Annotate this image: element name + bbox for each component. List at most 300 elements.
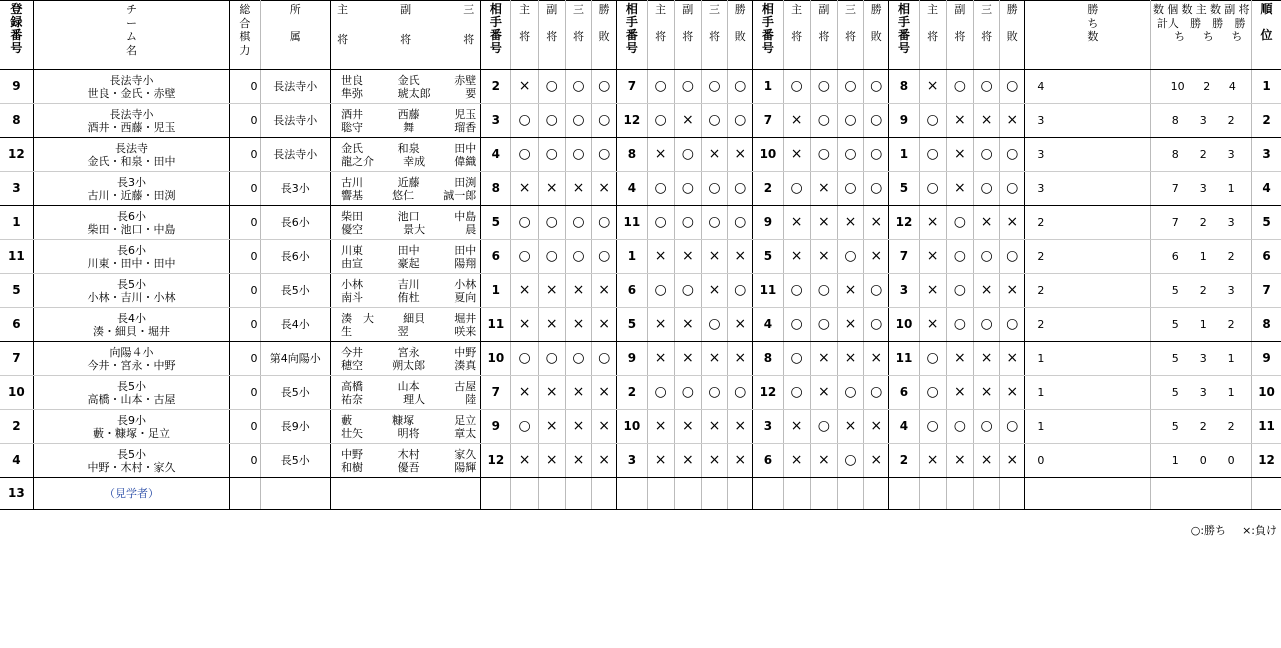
game-result: ○ xyxy=(783,274,810,308)
player-surname: 柴田 xyxy=(341,209,364,223)
match-result: × xyxy=(864,444,889,478)
game-result: ○ xyxy=(701,104,727,138)
opponent-number: 7 xyxy=(481,376,511,410)
game-result: × xyxy=(973,444,999,478)
match-result: × xyxy=(592,274,617,308)
win-count: 3 xyxy=(1025,104,1151,138)
game-result: × xyxy=(701,274,727,308)
opponent-number: 3 xyxy=(753,410,783,444)
match-result: × xyxy=(1000,274,1025,308)
match-result: ○ xyxy=(592,240,617,274)
win-count: 3 xyxy=(1025,138,1151,172)
match-result: × xyxy=(864,410,889,444)
game-result: × xyxy=(511,70,538,104)
player-surname: 田中 xyxy=(454,141,477,155)
stat-value: 5 xyxy=(1171,420,1179,433)
game-result: × xyxy=(565,308,591,342)
game-result: × xyxy=(701,138,727,172)
affiliation: 長5小 xyxy=(260,274,331,308)
team-school: 長5小 xyxy=(117,379,147,393)
opponent-number: 3 xyxy=(617,444,647,478)
opponent-number: 9 xyxy=(753,206,783,240)
game-result: × xyxy=(973,342,999,376)
game-result: ○ xyxy=(647,104,674,138)
game-result: ○ xyxy=(674,172,701,206)
game-result: × xyxy=(837,274,863,308)
opponent-number: 1 xyxy=(481,274,511,308)
match-result: ○ xyxy=(592,342,617,376)
match-result: ○ xyxy=(728,172,753,206)
game-result: ○ xyxy=(701,376,727,410)
players xyxy=(331,70,481,104)
game-result: × xyxy=(647,410,674,444)
game-result: ○ xyxy=(511,342,538,376)
game-result: ○ xyxy=(647,172,674,206)
player-surname: 田渕 xyxy=(454,175,477,189)
stat-value: 3 xyxy=(1227,216,1235,229)
opponent-number: 1 xyxy=(889,138,919,172)
game-result: ○ xyxy=(810,104,837,138)
game-result: ○ xyxy=(538,70,565,104)
player-given: 景大 xyxy=(403,222,426,236)
game-result: ○ xyxy=(674,206,701,240)
player-surname: 西藤 xyxy=(397,107,420,121)
player-given: 壮矢 xyxy=(341,426,364,440)
game-result: × xyxy=(565,376,591,410)
player-surname: 中野 xyxy=(454,345,477,359)
opponent-number: 5 xyxy=(753,240,783,274)
header-result-3: 勝 敗 xyxy=(864,1,889,70)
rank: 12 xyxy=(1252,444,1281,478)
player-given: 舞 xyxy=(403,120,415,134)
header-pos-4-3: 三 将 xyxy=(973,1,999,70)
player-surname: 細貝 xyxy=(403,311,426,325)
game-result: ○ xyxy=(647,70,674,104)
opponent-number: 1 xyxy=(617,240,647,274)
stat-value: 5 xyxy=(1171,318,1179,331)
match-result: ○ xyxy=(728,376,753,410)
opponent-number: 11 xyxy=(617,206,647,240)
match-result: × xyxy=(592,376,617,410)
table-row xyxy=(0,206,1281,240)
game-result: ○ xyxy=(783,376,810,410)
table-row xyxy=(0,240,1281,274)
game-result: ○ xyxy=(511,206,538,240)
game-result: × xyxy=(837,410,863,444)
match-result: × xyxy=(1000,206,1025,240)
match-result: ○ xyxy=(1000,172,1025,206)
table-row xyxy=(0,376,1281,410)
header-stats: 数 個 数 主 数 副 将 計人 勝 勝 勝 ち ち ち xyxy=(1151,1,1252,70)
game-result: × xyxy=(538,172,565,206)
game-result: × xyxy=(538,274,565,308)
rank: 10 xyxy=(1252,376,1281,410)
header-pos-3-2: 副 将 xyxy=(810,1,837,70)
player-surname: 木村 xyxy=(397,447,420,461)
player-given: 陸 xyxy=(465,392,477,406)
game-result: × xyxy=(919,444,946,478)
match-result: × xyxy=(864,206,889,240)
opponent-number: 9 xyxy=(617,342,647,376)
player-given: 章太 xyxy=(454,426,477,440)
opponent-number: 6 xyxy=(889,376,919,410)
game-result: ○ xyxy=(674,274,701,308)
stat-value: 1 xyxy=(1199,318,1207,331)
player-surname: 藪 xyxy=(341,413,353,427)
game-result: × xyxy=(674,240,701,274)
player-surname: 金氏 xyxy=(397,73,420,87)
table-row xyxy=(0,172,1281,206)
player-given: 咲来 xyxy=(454,324,477,338)
opponent-number: 4 xyxy=(481,138,511,172)
game-result: ○ xyxy=(946,308,973,342)
team-school: 長9小 xyxy=(117,413,147,427)
players xyxy=(331,172,481,206)
game-result: ○ xyxy=(973,172,999,206)
game-result: ○ xyxy=(647,206,674,240)
legend-win: ○:勝ち xyxy=(1190,524,1227,537)
opponent-number: 11 xyxy=(889,342,919,376)
reg-number: 8 xyxy=(0,104,33,138)
players xyxy=(331,138,481,172)
opponent-number: 2 xyxy=(889,444,919,478)
stat-value: 2 xyxy=(1203,80,1211,93)
stats xyxy=(1151,308,1252,342)
game-result: ○ xyxy=(919,410,946,444)
player-given: 生 xyxy=(341,324,353,338)
stat-value: 3 xyxy=(1199,352,1207,365)
team-school: 長5小 xyxy=(117,447,147,461)
game-result: × xyxy=(565,410,591,444)
opponent-number: 5 xyxy=(617,308,647,342)
game-result: ○ xyxy=(973,308,999,342)
team-name xyxy=(33,444,230,478)
rank: 4 xyxy=(1252,172,1281,206)
game-result: ○ xyxy=(973,70,999,104)
opponent-number: 2 xyxy=(617,376,647,410)
match-result: × xyxy=(1000,376,1025,410)
game-result: ○ xyxy=(701,172,727,206)
player-given: 響基 xyxy=(341,188,364,202)
player-surname: 山本 xyxy=(397,379,420,393)
player-surname: 小林 xyxy=(454,277,477,291)
header-opp-1: 相 手 番 号 xyxy=(481,1,511,70)
game-result: × xyxy=(647,138,674,172)
rank: 11 xyxy=(1252,410,1281,444)
reg-number: 12 xyxy=(0,138,33,172)
header-pos-3-1: 主 将 xyxy=(783,1,810,70)
opponent-number: 4 xyxy=(889,410,919,444)
opponent-number: 2 xyxy=(753,172,783,206)
match-result: ○ xyxy=(728,104,753,138)
game-result: × xyxy=(810,342,837,376)
game-result: × xyxy=(810,240,837,274)
match-result: ○ xyxy=(1000,70,1025,104)
opponent-number: 8 xyxy=(617,138,647,172)
stats xyxy=(1151,70,1252,104)
player-surname: 湊 大 xyxy=(341,311,375,325)
team-school: 長法寺 xyxy=(115,141,149,155)
table-row xyxy=(0,104,1281,138)
game-result: ○ xyxy=(946,240,973,274)
match-result: × xyxy=(1000,342,1025,376)
header-affil: 所 属 xyxy=(260,1,331,70)
affiliation: 長9小 xyxy=(260,410,331,444)
player-surname: 宮永 xyxy=(397,345,420,359)
team-school: 長5小 xyxy=(117,277,147,291)
opponent-number: 6 xyxy=(617,274,647,308)
stat-value: 1 xyxy=(1227,352,1235,365)
stat-value: 5 xyxy=(1171,386,1179,399)
game-result: ○ xyxy=(511,138,538,172)
player-surname: 足立 xyxy=(454,413,477,427)
game-result: × xyxy=(973,274,999,308)
header-opp-2: 相 手 番 号 xyxy=(617,1,647,70)
team-name xyxy=(33,240,230,274)
observer-label: （見学者） xyxy=(33,478,230,510)
team-school: 長3小 xyxy=(117,175,147,189)
game-result: × xyxy=(565,172,591,206)
match-result: × xyxy=(728,444,753,478)
rank: 8 xyxy=(1252,308,1281,342)
game-result: ○ xyxy=(511,240,538,274)
table-row xyxy=(0,444,1281,478)
players xyxy=(331,410,481,444)
rank: 6 xyxy=(1252,240,1281,274)
win-count: 4 xyxy=(1025,70,1151,104)
player-given: 陽輝 xyxy=(454,460,477,474)
player-surname: 田中 xyxy=(397,243,420,257)
player-surname: 田中 xyxy=(454,243,477,257)
win-count: 1 xyxy=(1025,376,1151,410)
match-result: × xyxy=(728,138,753,172)
header-pos-2-3: 三 将 xyxy=(701,1,727,70)
game-result: ○ xyxy=(973,138,999,172)
game-result: ○ xyxy=(565,70,591,104)
team-school: 長法寺小 xyxy=(109,107,154,121)
team-members: 金氏・和泉・田中 xyxy=(87,154,176,168)
header-pos-3-3: 三 将 xyxy=(837,1,863,70)
stat-value: 1 xyxy=(1199,250,1207,263)
game-result: × xyxy=(783,104,810,138)
table-row xyxy=(0,342,1281,376)
stats xyxy=(1151,274,1252,308)
legend xyxy=(1175,522,1277,538)
match-result: ○ xyxy=(864,138,889,172)
match-result: × xyxy=(864,342,889,376)
match-result: ○ xyxy=(1000,138,1025,172)
player-given: 晨 xyxy=(465,222,477,236)
stats xyxy=(1151,376,1252,410)
opponent-number: 7 xyxy=(753,104,783,138)
team-members: 今井・宮永・中野 xyxy=(87,358,176,372)
opponent-number: 11 xyxy=(753,274,783,308)
reg-number: 10 xyxy=(0,376,33,410)
reg-number: 4 xyxy=(0,444,33,478)
stat-value: 2 xyxy=(1227,420,1235,433)
game-result: ○ xyxy=(837,70,863,104)
player-given: 瑠香 xyxy=(454,120,477,134)
game-result: × xyxy=(783,410,810,444)
players xyxy=(331,342,481,376)
game-result: × xyxy=(647,342,674,376)
rank: 7 xyxy=(1252,274,1281,308)
total-strength: 0 xyxy=(230,70,260,104)
match-result: ○ xyxy=(728,206,753,240)
game-result: ○ xyxy=(783,308,810,342)
reg-number: 3 xyxy=(0,172,33,206)
game-result: × xyxy=(783,444,810,478)
team-members: 世良・金氏・赤壁 xyxy=(87,86,176,100)
game-result: ○ xyxy=(565,206,591,240)
game-result: ○ xyxy=(565,104,591,138)
stat-value: 3 xyxy=(1199,182,1207,195)
player-surname: 赤壁 xyxy=(454,73,477,87)
team-members: 中野・木村・家久 xyxy=(87,460,176,474)
player-given: 翌 xyxy=(397,324,409,338)
game-result: ○ xyxy=(674,138,701,172)
game-result: × xyxy=(674,410,701,444)
game-result: ○ xyxy=(538,206,565,240)
game-result: × xyxy=(647,308,674,342)
match-result: ○ xyxy=(1000,308,1025,342)
players xyxy=(331,444,481,478)
stats xyxy=(1151,410,1252,444)
match-result: ○ xyxy=(864,172,889,206)
game-result: × xyxy=(674,308,701,342)
stat-value: 3 xyxy=(1199,386,1207,399)
opponent-number: 10 xyxy=(481,342,511,376)
rank: 9 xyxy=(1252,342,1281,376)
opponent-number: 7 xyxy=(617,70,647,104)
total-strength: 0 xyxy=(230,104,260,138)
match-result: ○ xyxy=(592,70,617,104)
player-surname: 中野 xyxy=(341,447,364,461)
player-given: 優空 xyxy=(341,222,364,236)
match-result: × xyxy=(728,342,753,376)
game-result: ○ xyxy=(538,342,565,376)
reg-number: 7 xyxy=(0,342,33,376)
team-name xyxy=(33,376,230,410)
match-result: ○ xyxy=(592,206,617,240)
team-name xyxy=(33,138,230,172)
game-result: ○ xyxy=(810,308,837,342)
table-row xyxy=(0,70,1281,104)
game-result: ○ xyxy=(538,104,565,138)
stats xyxy=(1151,240,1252,274)
team-name xyxy=(33,308,230,342)
affiliation: 長5小 xyxy=(260,376,331,410)
game-result: ○ xyxy=(919,172,946,206)
game-result: ○ xyxy=(701,70,727,104)
opponent-number: 10 xyxy=(753,138,783,172)
game-result: ○ xyxy=(565,138,591,172)
stat-value: 10 xyxy=(1170,80,1185,93)
match-result: × xyxy=(592,308,617,342)
table-row xyxy=(0,274,1281,308)
player-given: 明将 xyxy=(397,426,420,440)
team-school: 長6小 xyxy=(117,243,147,257)
team-school: 長6小 xyxy=(117,209,147,223)
game-result: × xyxy=(511,444,538,478)
reg-number: 6 xyxy=(0,308,33,342)
player-surname: 吉川 xyxy=(397,277,420,291)
opponent-number: 12 xyxy=(617,104,647,138)
game-result: × xyxy=(538,410,565,444)
game-result: ○ xyxy=(674,376,701,410)
header-reg-no: 登 録 番 号 xyxy=(0,1,33,70)
header-rank: 順 位 xyxy=(1252,1,1281,70)
players xyxy=(331,376,481,410)
affiliation: 長法寺小 xyxy=(260,104,331,138)
game-result: × xyxy=(565,274,591,308)
total-strength: 0 xyxy=(230,376,260,410)
game-result: ○ xyxy=(538,240,565,274)
opponent-number: 11 xyxy=(481,308,511,342)
stat-value: 2 xyxy=(1227,250,1235,263)
header-wins: 勝 ち 数 xyxy=(1025,1,1151,70)
table-row xyxy=(0,308,1281,342)
game-result: × xyxy=(973,104,999,138)
game-result: × xyxy=(946,342,973,376)
player-given: 朔太郎 xyxy=(392,358,426,372)
win-count: 2 xyxy=(1025,240,1151,274)
stat-value: 2 xyxy=(1199,420,1207,433)
match-result: ○ xyxy=(728,70,753,104)
header-result-4: 勝 敗 xyxy=(1000,1,1025,70)
game-result: × xyxy=(946,444,973,478)
game-result: × xyxy=(701,444,727,478)
game-result: ○ xyxy=(810,138,837,172)
total-strength: 0 xyxy=(230,410,260,444)
team-name xyxy=(33,410,230,444)
player-surname: 今井 xyxy=(341,345,364,359)
opponent-number: 2 xyxy=(481,70,511,104)
match-result: × xyxy=(1000,104,1025,138)
opponent-number: 5 xyxy=(481,206,511,240)
game-result: × xyxy=(701,342,727,376)
opponent-number: 9 xyxy=(889,104,919,138)
team-members: 柴田・池口・中島 xyxy=(87,222,176,236)
player-given: 由宣 xyxy=(341,256,364,270)
table-row xyxy=(0,410,1281,444)
players xyxy=(331,274,481,308)
player-given: 和樹 xyxy=(341,460,364,474)
game-result: × xyxy=(837,308,863,342)
match-result: × xyxy=(1000,444,1025,478)
player-given: 悠仁 xyxy=(392,188,415,202)
player-surname: 堀井 xyxy=(454,311,477,325)
opponent-number: 4 xyxy=(753,308,783,342)
player-surname: 酒井 xyxy=(341,107,364,121)
game-result: × xyxy=(647,444,674,478)
team-name xyxy=(33,206,230,240)
game-result: × xyxy=(511,308,538,342)
game-result: × xyxy=(837,342,863,376)
opponent-number: 10 xyxy=(617,410,647,444)
rank: 3 xyxy=(1252,138,1281,172)
header-result-2: 勝 敗 xyxy=(728,1,753,70)
player-given: 湊真 xyxy=(454,358,477,372)
table-row xyxy=(0,138,1281,172)
player-surname: 中島 xyxy=(454,209,477,223)
player-given: 理人 xyxy=(403,392,426,406)
player-given: 夏向 xyxy=(454,290,477,304)
game-result: ○ xyxy=(810,410,837,444)
game-result: × xyxy=(783,240,810,274)
reg-number: 11 xyxy=(0,240,33,274)
team-school: 長4小 xyxy=(117,311,147,325)
